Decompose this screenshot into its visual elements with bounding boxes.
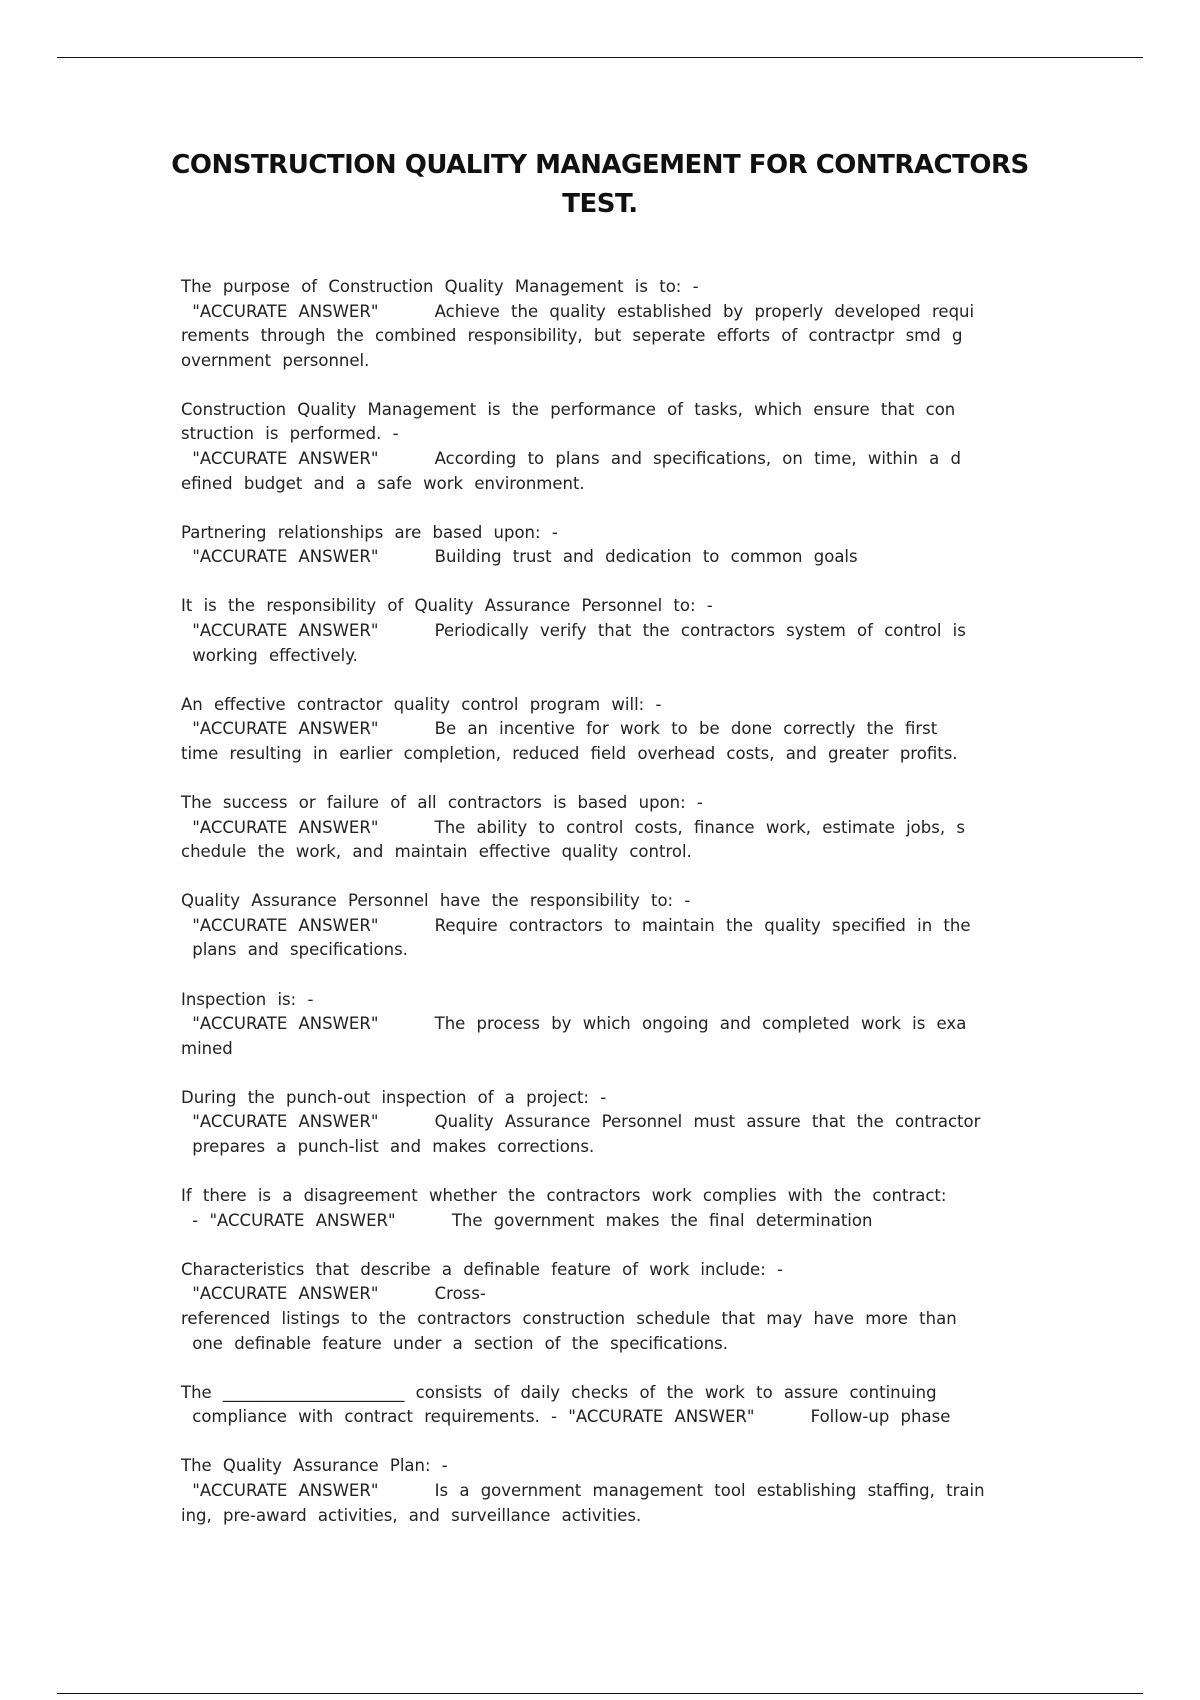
- question-answer-item: The ______________________ consists of daily checks of the work to assure continuing compliance with contract requirements. - "ACCURATE ANSWER" Follow-up phase: [181, 1382, 951, 1427]
- question-answer-item: Quality Assurance Personnel have the responsibility to: - "ACCURATE ANSWER" Require contractors to maintain the quality specified in the plans and specifications.: [181, 891, 971, 960]
- question-answer-item: Characteristics that describe a definable feature of work include: - "ACCURATE ANSWER" Cross- referenced listings to the contractors construction schedule that may have more than one definable feature under a section of the specifications.: [181, 1259, 957, 1353]
- question-answer-item: The Quality Assurance Plan: - "ACCURATE ANSWER" Is a government management tool establishing staffing, train ing, pre-award activities, and surveillance activities.: [181, 1456, 985, 1525]
- question-answer-item: Partnering relationships are based upon: - "ACCURATE ANSWER" Building trust and dedication to common goals: [181, 522, 858, 567]
- document-title: CONSTRUCTION QUALITY MANAGEMENT FOR CONTRACTORS TEST.: [171, 150, 1029, 219]
- question-answer-item: The success or failure of all contractors is based upon: - "ACCURATE ANSWER" The ability to control costs, finance work, estimate jobs, s chedule the work, and maintain effective quality control.: [181, 793, 965, 862]
- footer-rule: [57, 1693, 1143, 1694]
- question-answer-item: If there is a disagreement whether the contractors work complies with the contract: - "ACCURATE ANSWER" The government makes the final determination: [181, 1186, 947, 1230]
- question-answer-item: Construction Quality Management is the performance of tasks, which ensure that con struction is performed. - "ACCURATE ANSWER" According to plans and specifications, on time, within a d efined budget and a safe work environment.: [181, 399, 961, 493]
- question-answer-item: Inspection is: - "ACCURATE ANSWER" The process by which ongoing and completed work is exa mined: [181, 989, 967, 1058]
- question-answer-item: During the punch-out inspection of a project: - "ACCURATE ANSWER" Quality Assurance Personnel must assure that the contractor prepares a punch-list and makes corrections.: [181, 1087, 981, 1157]
- question-answer-item: An effective contractor quality control program will: - "ACCURATE ANSWER" Be an incentive for work to be done correctly the first time resulting in earlier completion, reduced field overhead costs, and greater profits.: [181, 694, 958, 763]
- question-answer-item: The purpose of Construction Quality Management is to: - "ACCURATE ANSWER" Achieve the quality established by properly developed requi rements through the combined responsibility, but seperate efforts of contractpr smd g overnment personnel.: [181, 277, 975, 370]
- header-rule: [57, 57, 1143, 58]
- question-answer-item: It is the responsibility of Quality Assurance Personnel to: - "ACCURATE ANSWER" Periodically verify that the contractors system of control is working effectively.: [181, 596, 966, 665]
- question-list: [181, 275, 1017, 1553]
